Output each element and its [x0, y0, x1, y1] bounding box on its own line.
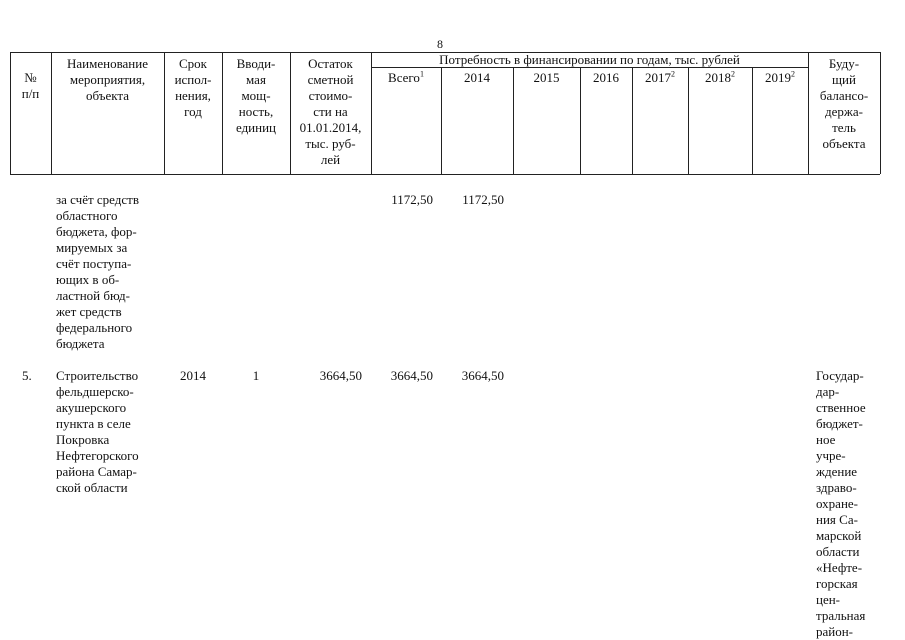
- row-5-remainder: 3664,50: [319, 368, 362, 383]
- header-year-2016: 2016: [593, 70, 619, 85]
- row-5-total: 3664,50: [390, 368, 433, 383]
- header-capacity: Вводи- мая мощ- ность, единиц: [235, 56, 277, 135]
- header-num: № п/п: [21, 70, 40, 101]
- row-5-holder: Государ- дар- ственное бюджет- ное учре- ждение здраво- охране- ния Са- марской области «Нефте- горская цен- тральная район-: [816, 368, 866, 639]
- header-year-2017: 2017$^2$: [645, 69, 675, 85]
- header-year-2015: 2015: [533, 70, 560, 85]
- row-5-name: Строительство фельдшерско- акушерского пункта в селе Покровка Нефтегорского района Самар- ской области: [56, 368, 139, 495]
- header-term: Срок испол- нения, год: [174, 56, 212, 119]
- header-holder: Буду- щий балансо- держа- тель объекта: [819, 56, 869, 151]
- row-5-2014: 3664,50: [461, 368, 504, 383]
- row-1-name: за счёт средств областного бюджета, фор- мируемых за счёт поступа- ющих в об- ластной бюд- жет средств федерального бюджета: [56, 192, 139, 351]
- page-number: 8: [437, 37, 443, 51]
- row-5-capacity: 1: [252, 368, 260, 383]
- header-remainder: Остаток сметной стоимо- сти на 01.01.2014, тыс. руб- лей: [299, 56, 362, 167]
- row-1-2014: 1172,50: [462, 192, 504, 207]
- header-year-total: Всего$^1$: [388, 69, 424, 85]
- row-5-num: 5.: [22, 368, 32, 383]
- row-1-total: 1172,50: [391, 192, 433, 207]
- row-5-term: 2014: [180, 368, 206, 383]
- header-year-2014: 2014: [464, 70, 490, 85]
- header-year-2018: 2018$^2$: [705, 69, 735, 85]
- header-name: Наименование мероприятия, объекта: [67, 56, 148, 103]
- header-funding-group: Потребность в финансировании по годам, тыс. рублей: [439, 52, 740, 67]
- header-year-2019: 2019$^2$: [765, 69, 795, 85]
